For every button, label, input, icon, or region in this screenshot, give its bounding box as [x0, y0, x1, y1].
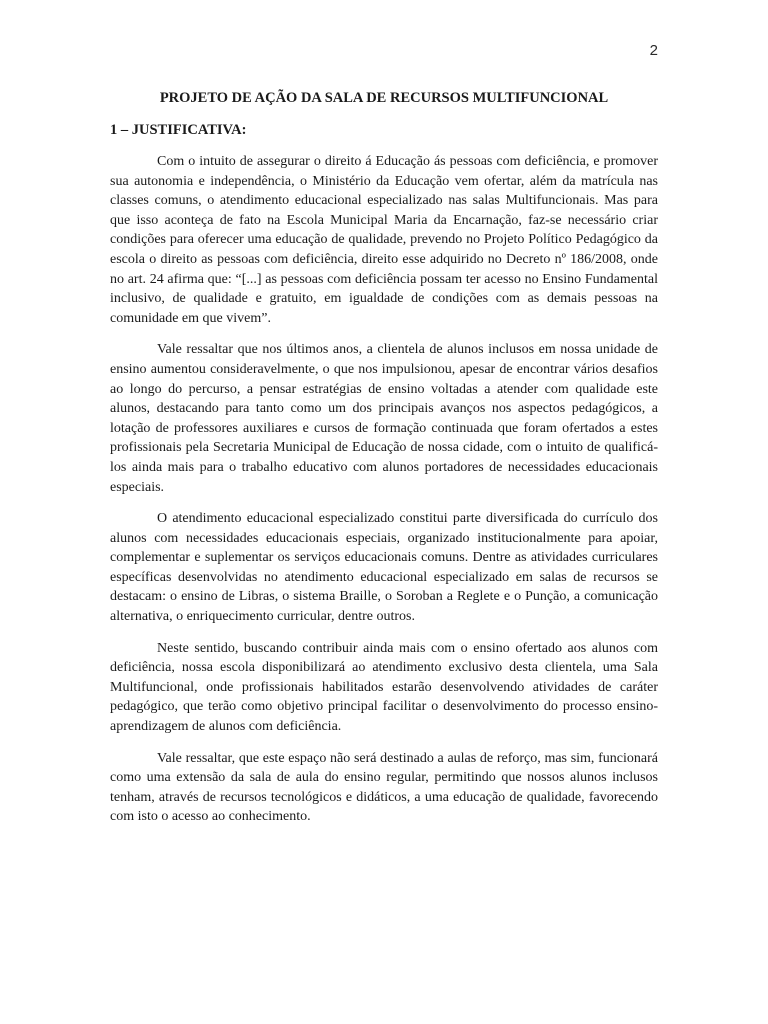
- paragraph-4: Neste sentido, buscando contribuir ainda mais com o ensino ofertado aos alunos com deficiência, nossa escola disponibilizará ao atendimento exclusivo desta clientela, uma Sala Multifuncional, onde profissionais habilitados estarão desenvolvendo atividades de caráter pedagógico, que terão como objetivo principal facilitar o desenvolvimento do processo ensino-aprendizagem de alunos com deficiência.: [110, 640, 658, 735]
- paragraph-5: Vale ressaltar, que este espaço não será destinado a aulas de reforço, mas sim, funcionará como uma extensão da sala de aula do ensino regular, permitindo que nossos alunos inclusos tenham, através de recursos tecnológicos e didáticos, a uma educação de qualidade, favorecendo com isto o acesso ao conhecimento.: [110, 750, 658, 825]
- page-number: 2: [649, 42, 658, 59]
- paragraph-1: Com o intuito de assegurar o direito á Educação ás pessoas com deficiência, e promover sua autonomia e independência, o Ministério da Educação vem ofertar, além da matrícula nas classes comuns, o atendimento educacional especializado nas salas Multifuncionais. Mas para que isso aconteça de fato na Escola Municipal Maria da Encarnação, faz-se necessário criar condições para oferecer uma educação de qualidade, prevendo no Projeto Político Pedagógico da escola o direito as pessoas com deficiência, direito esse adquirido no Decreto nº 186/2008, onde no art. 24 afirma que: “[...] as pessoas com deficiência possam ter acesso no Ensino Fundamental inclusivo, de qualidade e gratuito, em igualdade de condições com as demais pessoas na comunidade em que vivem”.: [110, 154, 658, 326]
- section-heading-justificativa: 1 – JUSTIFICATIVA:: [110, 122, 247, 138]
- paragraph-3: O atendimento educacional especializado constitui parte diversificada do currículo dos alunos com necessidades educacionais especiais, organizado institucionalmente para apoiar, complementar e suplementar os serviços educacionais comuns. Dentre as atividades curriculares específicas desenvolvidas no atendimento educacional especializado em salas de recursos se destacam: o ensino de Libras, o sistema Braille, o Soroban a Reglete e o Punção, a comunicação alternativa, o enriquecimento curricular, dentre outros.: [110, 511, 658, 625]
- document-body: [110, 88, 658, 827]
- document-title: PROJETO DE AÇÃO DA SALA DE RECURSOS MULTIFUNCIONAL: [159, 90, 609, 106]
- paragraph-2: Vale ressaltar que nos últimos anos, a clientela de alunos inclusos em nossa unidade de ensino aumentou consideravelmente, o que nos impulsionou, apesar de encontrar vários desafios ao longo do percurso, a pensar estratégias de ensino voltadas a atender com qualidade este alunos, destacando para tanto como um dos principais avanços nos aspectos pedagógicos, a lotação de professores auxiliares e cursos de formação continuada que foram ofertados a estes profissionais pela Secretaria Municipal de Educação de nossa cidade, com o intuito de qualificá-los ainda mais para o trabalho educativo com alunos portadores de necessidades educacionais especiais.: [110, 342, 658, 495]
